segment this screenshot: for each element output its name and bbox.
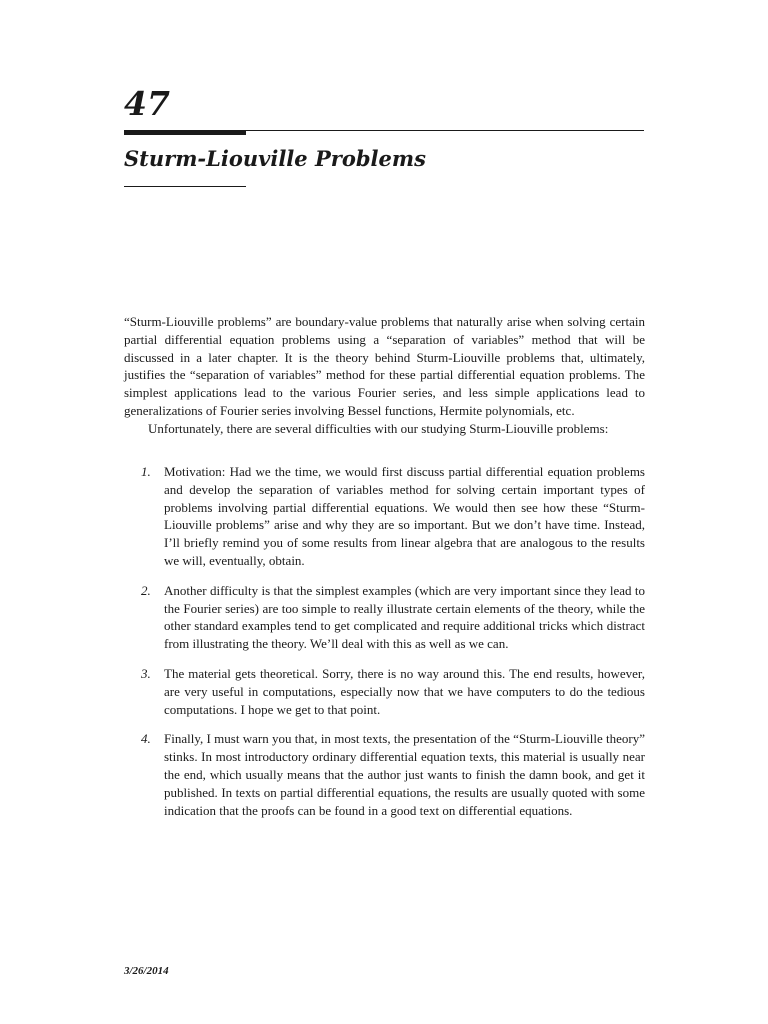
intro-paragraph: “Sturm-Liouville problems” are boundary-value problems that naturally arise when solving certain partial differential equation problems using a “separation of variables” method that will be discussed in a later chapter. It is the theory behind Sturm-Liouville problems that, ultimately, justifies the “separation of variables” method for these partial differential equation problems. The simplest applications lead to the various Fourier series, and less simple applications lead to generalizations of Fourier series involving Bessel functions, Hermite polynomials, etc. [124,314,645,418]
difficulties-list [124,463,645,831]
list-item-text: The material gets theoretical. Sorry, there is no way around this. The end results, however, are very useful in computations, especially now that we have computers to do the tedious computations. I hope we get to that point. [164,665,645,717]
intro-paragraph-difficulties: Unfortunately, there are several difficulties with our studying Sturm-Liouville problems: [148,420,609,436]
chapter-number: 47 [124,84,170,123]
list-item-number: 2. [141,582,151,598]
list-item-number: 4. [141,731,151,747]
list-item [124,582,645,653]
list-item-number: 1. [141,464,151,479]
list-item [124,730,645,819]
list-item-number: 3. [141,665,151,681]
header-rule-thick [124,130,246,135]
list-item [124,665,645,718]
chapter-title: Sturm-Liouville Problems [124,146,426,171]
list-item-text: Finally, I must warn you that, in most texts, the presentation of the “Sturm-Liouville theory” stinks. In most introductory ordinary differential equation texts, this material is usually near the end, which usually means that the author just wants to finish the damn book, and get it published. In texts on partial differential equations, the results are usually quoted with some indication that the proofs can be found in a good text on differential equations. [164,731,645,818]
list-item-text: Motivation: Had we the time, we would first discuss partial differential equation problems and develop the separation of variables method for solving certain important types of problems involving partial differential equations. We would then see how these “Sturm-Liouville problems” arise and why they are so important. But we don’t have time. Instead, I’ll briefly remind you of some results from linear algebra that are analogous to the results we will, eventually, obtain. [164,464,645,568]
list-item-text: Another difficulty is that the simplest examples (which are very important since they lead to the Fourier series) are too simple to really illustrate certain elements of the theory, while the other standard examples tend to get complicated and require additional tricks which distract from illustrating the theory. We’ll deal with this as well as we can. [164,582,645,652]
header-rule-thin [246,130,644,131]
footer-date: 3/26/2014 [124,965,169,977]
title-underline [124,186,246,187]
intro-section [124,313,645,438]
list-item [124,463,645,570]
